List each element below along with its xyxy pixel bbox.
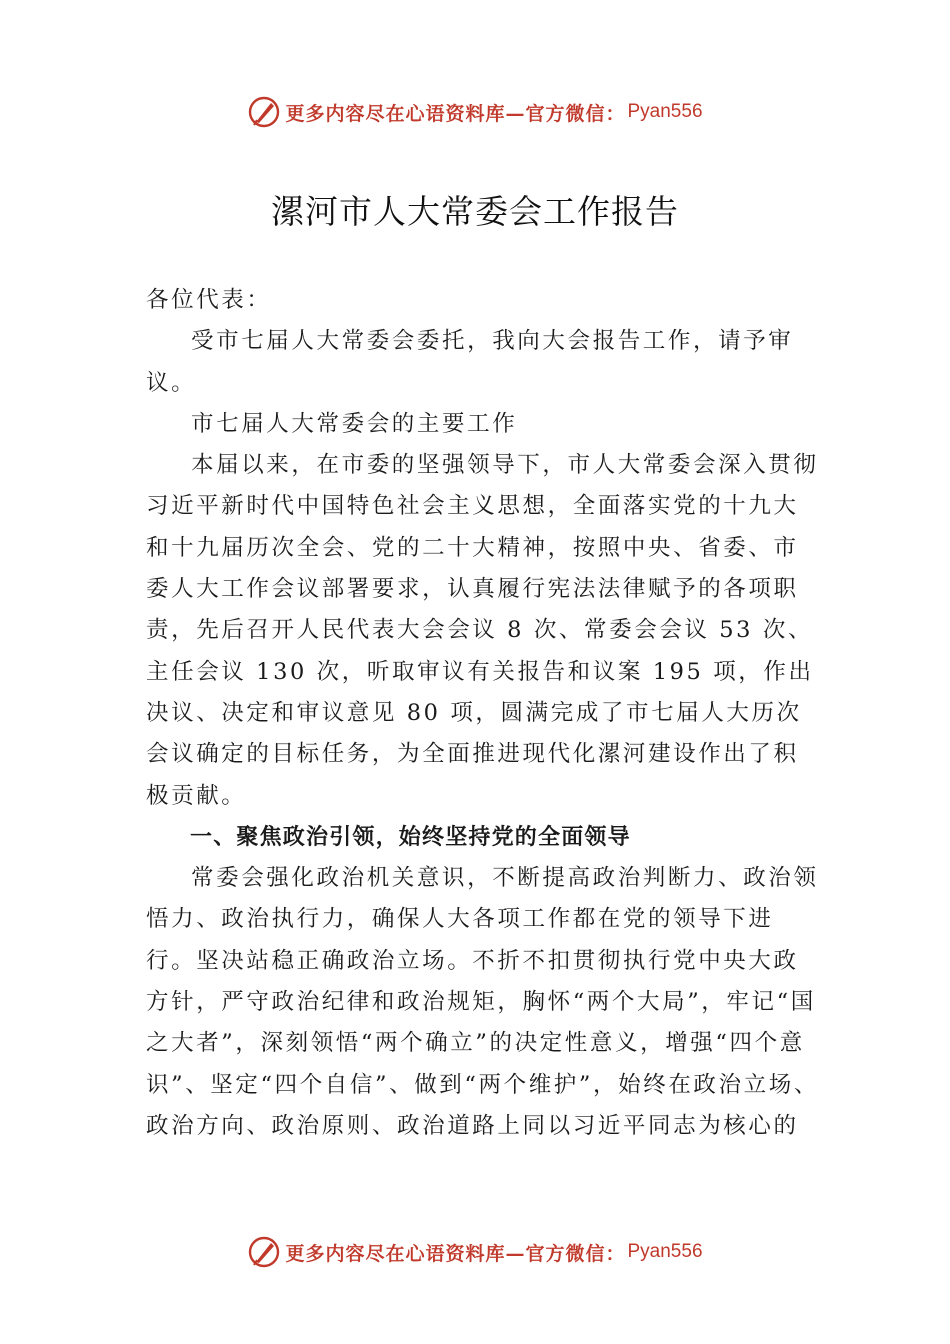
watermark-account: Pyan556 xyxy=(627,1241,703,1262)
document-body xyxy=(146,280,821,1147)
paragraph: 市七届人大常委会的主要工作 xyxy=(191,410,518,437)
paragraph: 本届以来，在市委的坚强领导下，市人大常委会深入贯彻习近平新时代中国特色社会主义思想，全面落实党的十九大和十九届历次全会、党的二十大精神，按照中央、省委、市委人大工作会议部署要求，认真履行宪法法律赋予的各项职责，先后召开人民代表大会会议 8 次、常委会会议 53 次、主任会议 130 次，听取审议有关报告和议案 195 项，作出决议、决定和审议意见 80 项，圆满完成了市七届人大历次会议确定的目标任务，为全面推进现代化漯河建设作出了积极贡献。 xyxy=(146,452,819,809)
paragraph: 常委会强化政治机关意识，不断提高政治判断力、政治领悟力、政治执行力，确保人大各项工作都在党的领导下进行。坚决站稳正确政治立场。不折不扣贯彻执行党中央大政方针，严守政治纪律和政治规矩，胸怀“两个大局”，牢记“国之大者”，深刻领悟“两个确立”的决定性意义，增强“四个意识”、坚定“四个自信”、做到“两个维护”，始终在政治立场、政治方向、政治原则、政治道路上同以习近平同志为核心的 xyxy=(146,865,819,1139)
salutation: 各位代表： xyxy=(146,287,272,313)
watermark-account: Pyan556 xyxy=(627,101,703,122)
document-title: 漯河市人大常委会工作报告 xyxy=(271,192,679,231)
watermark-text: 更多内容尽在心语资料库—官方微信： xyxy=(285,102,626,125)
quill-pen-icon xyxy=(247,95,281,129)
section-heading: 一、聚焦政治引领，始终坚持党的全面领导 xyxy=(190,824,631,850)
paragraph: 受市七届人大常委会委托，我向大会报告工作，请予审议。 xyxy=(146,328,794,396)
quill-pen-icon xyxy=(247,1235,281,1269)
watermark-banner-top xyxy=(0,92,950,132)
watermark-banner-bottom xyxy=(0,1232,950,1272)
watermark-text: 更多内容尽在心语资料库—官方微信： xyxy=(285,1242,626,1265)
